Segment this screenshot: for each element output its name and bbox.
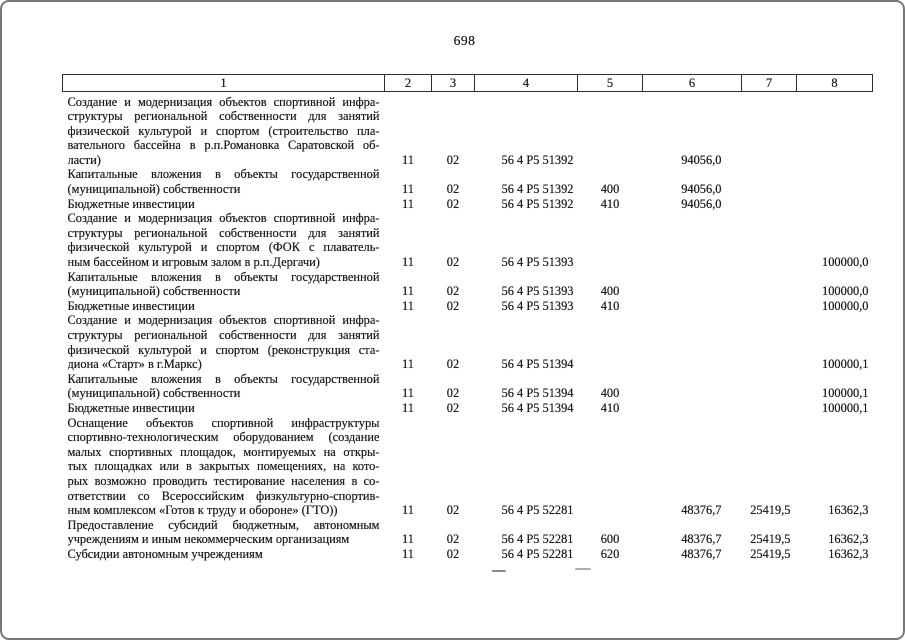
table-row bbox=[63, 372, 873, 401]
expense-name-line: диона «Старт» в г.Маркс) bbox=[67, 357, 202, 372]
target-article-code-cell: 56 4 P5 51394 bbox=[501, 357, 574, 372]
expense-name-line: учреждениям и иным некоммерческим организациям bbox=[67, 532, 350, 547]
expense-name-line: Капитальные вложения в объекты государственной bbox=[67, 269, 380, 284]
expense-name-line: Создание и модернизация объектов спортивной инфра- bbox=[67, 211, 380, 226]
column-header-2: 2 bbox=[385, 75, 432, 92]
expense-name-line: тых площадках или в закрытых помещениях, на кото- bbox=[67, 459, 380, 474]
expense-type-code-cell: 410 bbox=[600, 400, 620, 415]
subsection-code-cell: 02 bbox=[446, 152, 460, 167]
amount-col7-cell bbox=[742, 211, 797, 269]
expense-name-cell bbox=[63, 95, 385, 168]
scan-artifact bbox=[492, 570, 506, 572]
amount-col6-cell bbox=[643, 211, 742, 269]
expense-name-line: малых спортивных площадок, монтируемых на откры- bbox=[67, 444, 380, 459]
section-code-cell: 11 bbox=[402, 503, 414, 518]
amount-col8-cell: 100000,0 bbox=[822, 284, 869, 299]
expense-name-line: Бюджетные инвестиции bbox=[67, 298, 195, 313]
expense-name-cell bbox=[63, 518, 385, 547]
target-article-code-cell: 56 4 P5 52281 bbox=[501, 503, 574, 518]
expense-type-code-cell bbox=[578, 416, 643, 518]
section-code-cell: 11 bbox=[402, 546, 414, 561]
expense-name-cell bbox=[63, 313, 385, 371]
expense-name-line: Оснащение объектов спортивной инфраструктуры bbox=[67, 415, 380, 430]
column-header-5: 5 bbox=[578, 75, 643, 92]
expense-name-line: структуры региональной собственности для занятий bbox=[67, 225, 380, 240]
expense-name-line: Бюджетные инвестиции bbox=[67, 400, 195, 415]
amount-col8-cell: 100000,0 bbox=[822, 298, 869, 313]
amount-col7-cell: 25419,5 bbox=[750, 503, 791, 518]
table-row bbox=[63, 401, 873, 416]
expense-name-line: Субсидии автономным учреждениям bbox=[67, 546, 263, 561]
amount-col8-cell: 100000,1 bbox=[822, 400, 869, 415]
table-row bbox=[63, 518, 873, 547]
column-header-3: 3 bbox=[432, 75, 475, 92]
subsection-code-cell: 02 bbox=[446, 546, 460, 561]
amount-col6-cell bbox=[643, 299, 742, 314]
amount-col8-cell bbox=[797, 95, 873, 168]
amount-col6-cell: 94056,0 bbox=[681, 152, 722, 167]
amount-col7-cell bbox=[742, 167, 797, 196]
target-article-code-cell: 56 4 P5 51393 bbox=[501, 298, 574, 313]
expense-name-line: (муниципальной) собственности bbox=[67, 182, 241, 197]
amount-col7-cell bbox=[742, 313, 797, 371]
scan-artifact bbox=[575, 568, 591, 570]
page-number: 698 bbox=[453, 33, 476, 48]
table-row bbox=[63, 167, 873, 196]
section-code-cell: 11 bbox=[402, 386, 414, 401]
amount-col7-cell bbox=[742, 299, 797, 314]
budget-expenditures-table bbox=[62, 74, 873, 562]
subsection-code-cell: 02 bbox=[446, 357, 460, 372]
table-row bbox=[63, 270, 873, 299]
section-code-cell: 11 bbox=[402, 284, 414, 299]
amount-col6-cell bbox=[643, 401, 742, 416]
expense-name-line: физической культурой и спортом (реконструкция ста- bbox=[67, 342, 380, 357]
amount-col6-cell bbox=[643, 372, 742, 401]
amount-col6-cell bbox=[643, 313, 742, 371]
amount-col6-cell: 48376,7 bbox=[681, 503, 722, 518]
expense-type-code-cell: 600 bbox=[600, 532, 620, 547]
expense-name-line: ным бассейном и игровым залом в р.п.Дергачи) bbox=[67, 255, 320, 270]
amount-col8-cell: 16362,3 bbox=[828, 546, 869, 561]
expense-name-line: Капитальные вложения в объекты государственной bbox=[67, 167, 380, 182]
amount-col8-cell: 100000,1 bbox=[822, 357, 869, 372]
expense-name-cell bbox=[63, 270, 385, 299]
target-article-code-cell: 56 4 P5 51394 bbox=[501, 386, 574, 401]
subsection-code-cell: 02 bbox=[446, 386, 460, 401]
expense-name-line: вательного бассейна в р.п.Романовка Саратовской об- bbox=[67, 138, 380, 153]
expense-type-code-cell: 400 bbox=[600, 284, 620, 299]
subsection-code-cell: 02 bbox=[446, 182, 460, 197]
target-article-code-cell: 56 4 P5 51392 bbox=[501, 196, 574, 211]
amount-col7-cell: 25419,5 bbox=[750, 546, 791, 561]
target-article-code-cell: 56 4 P5 52281 bbox=[501, 546, 574, 561]
amount-col8-cell: 100000,1 bbox=[822, 386, 869, 401]
expense-name-cell bbox=[63, 167, 385, 196]
amount-col8-cell bbox=[797, 167, 873, 196]
expense-type-code-cell: 400 bbox=[600, 182, 620, 197]
amount-col6-cell: 48376,7 bbox=[681, 532, 722, 547]
expense-type-code-cell: 410 bbox=[600, 196, 620, 211]
amount-col7-cell bbox=[742, 95, 797, 168]
expense-name-line: (муниципальной) собственности bbox=[67, 386, 241, 401]
target-article-code-cell: 56 4 P5 51394 bbox=[501, 400, 574, 415]
section-code-cell: 11 bbox=[402, 255, 414, 270]
target-article-code-cell: 56 4 P5 51393 bbox=[501, 284, 574, 299]
expense-name-cell bbox=[63, 299, 385, 314]
amount-col8-cell: 100000,0 bbox=[822, 255, 869, 270]
expense-name-cell bbox=[63, 211, 385, 269]
subsection-code-cell: 02 bbox=[446, 255, 460, 270]
table-row bbox=[63, 313, 873, 371]
section-code-cell: 11 bbox=[402, 152, 414, 167]
subsection-code-cell: 02 bbox=[446, 298, 460, 313]
expense-name-line: спортивно-технологическим оборудованием (создание bbox=[67, 430, 380, 445]
amount-col6-cell bbox=[643, 270, 742, 299]
section-code-cell: 11 bbox=[402, 400, 414, 415]
subsection-code-cell: 02 bbox=[446, 284, 460, 299]
expense-name-line: ласти) bbox=[67, 152, 101, 167]
subsection-code-cell: 02 bbox=[446, 196, 460, 211]
expense-type-code-cell: 620 bbox=[600, 546, 620, 561]
expense-name-line: структуры региональной собственности для занятий bbox=[67, 328, 380, 342]
expense-name-cell bbox=[63, 197, 385, 212]
target-article-code-cell: 56 4 P5 51392 bbox=[501, 182, 574, 197]
amount-col7-cell: 25419,5 bbox=[750, 532, 791, 547]
column-header-1: 1 bbox=[63, 75, 385, 92]
amount-col7-cell bbox=[742, 270, 797, 299]
table-row bbox=[63, 211, 873, 269]
expense-name-line: структуры региональной собственности для занятий bbox=[67, 109, 380, 124]
amount-col8-cell: 16362,3 bbox=[828, 532, 869, 547]
table-row bbox=[63, 95, 873, 168]
column-header-7: 7 bbox=[742, 75, 797, 92]
amount-col8-cell bbox=[797, 197, 873, 212]
target-article-code-cell: 56 4 P5 52281 bbox=[501, 532, 574, 547]
amount-col7-cell bbox=[742, 197, 797, 212]
expense-name-line: рых возможно проводить тестирование населения в со- bbox=[67, 473, 380, 488]
expense-type-code-cell: 410 bbox=[600, 298, 620, 313]
amount-col6-cell: 94056,0 bbox=[681, 196, 722, 211]
expense-name-line: Создание и модернизация объектов спортивной инфра- bbox=[67, 313, 380, 328]
target-article-code-cell: 56 4 P5 51392 bbox=[501, 152, 574, 167]
table-row bbox=[63, 416, 873, 518]
table-row bbox=[63, 299, 873, 314]
expense-name-line: Капитальные вложения в объекты государственной bbox=[67, 371, 380, 386]
amount-col8-cell: 16362,3 bbox=[828, 503, 869, 518]
expense-name-line: Создание и модернизация объектов спортивной инфра- bbox=[67, 94, 380, 109]
subsection-code-cell: 02 bbox=[446, 503, 460, 518]
table-row bbox=[63, 547, 873, 562]
expense-name-cell bbox=[63, 401, 385, 416]
expense-name-line: физической культурой и спортом (строительство пла- bbox=[67, 123, 380, 138]
column-header-8: 8 bbox=[797, 75, 873, 92]
section-code-cell: 11 bbox=[402, 196, 414, 211]
expense-type-code-cell bbox=[578, 95, 643, 168]
expense-name-line: (муниципальной) собственности bbox=[67, 284, 241, 299]
expense-name-line: физической культурой и спортом (ФОК с плаватель- bbox=[67, 240, 380, 255]
section-code-cell: 11 bbox=[402, 532, 414, 547]
amount-col6-cell: 48376,7 bbox=[681, 546, 722, 561]
expense-name-cell bbox=[63, 416, 385, 518]
amount-col7-cell bbox=[742, 372, 797, 401]
table-row bbox=[63, 197, 873, 212]
expense-name-line: ным комплексом «Готов к труду и обороне» (ГТО)) bbox=[67, 503, 338, 518]
amount-col7-cell bbox=[742, 401, 797, 416]
expense-name-line: Бюджетные инвестиции bbox=[67, 196, 195, 211]
amount-col6-cell: 94056,0 bbox=[681, 182, 722, 197]
column-header-4: 4 bbox=[475, 75, 578, 92]
expense-name-cell bbox=[63, 372, 385, 401]
header-row bbox=[63, 75, 873, 92]
expense-name-line: Предоставление субсидий бюджетным, автономным bbox=[67, 517, 380, 532]
subsection-code-cell: 02 bbox=[446, 532, 460, 547]
column-header-6: 6 bbox=[643, 75, 742, 92]
expense-name-line: ответствии со Всероссийским физкультурно-спортив- bbox=[67, 488, 380, 503]
target-article-code-cell: 56 4 P5 51393 bbox=[501, 255, 574, 270]
expense-type-code-cell bbox=[578, 313, 643, 371]
section-code-cell: 11 bbox=[402, 298, 414, 313]
expense-type-code-cell bbox=[578, 211, 643, 269]
section-code-cell: 11 bbox=[402, 357, 414, 372]
expense-name-cell bbox=[63, 547, 385, 562]
subsection-code-cell: 02 bbox=[446, 400, 460, 415]
expense-type-code-cell: 400 bbox=[600, 386, 620, 401]
section-code-cell: 11 bbox=[402, 182, 414, 197]
